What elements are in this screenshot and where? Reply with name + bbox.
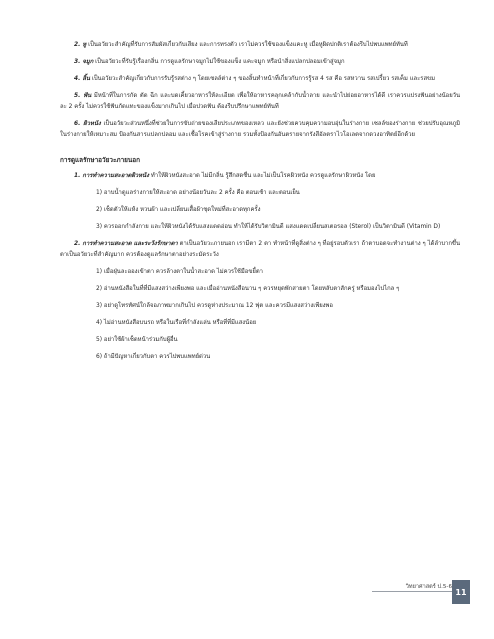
list-item: 1) อาบน้ำดูแลร่างกายให้สะอาด อย่างน้อยวันละ 2 ครั้ง คือ ตอนเช้า และตอนเย็น — [96, 190, 300, 196]
skin-care-list — [60, 188, 460, 233]
item-lead: 6. ผิวหนัง — [74, 121, 101, 127]
item-ears — [60, 40, 460, 51]
item-text: เป็นอวัยวะสำคัญที่รับการสัมผัสเกี่ยวกับเสียง และการทรงตัว เราไม่ควรใช้ของแข็งแคะหู เมื่อหูผิดปกติเราต้องรีบไปพบแพทย์ทันที — [86, 42, 408, 48]
item-text: เป็นอวัยวะสำคัญเกี่ยวกับการรับรู้รสต่าง ๆ โดยเซลล์ต่าง ๆ ของลิ้นทำหน้าที่เกี่ยวกับการรู้รส 4 รส คือ รสหวาน รสเปรี้ยว รสเค็ม และรสขม — [90, 76, 435, 82]
organ-items — [60, 40, 460, 141]
document-page — [60, 40, 460, 369]
item-lead: 4. ลิ้น — [74, 76, 91, 82]
page-footer — [0, 580, 494, 604]
eye-care-list — [60, 267, 460, 363]
item-text: เป็นอวัยวะที่รับรู้เรื่องกลิ่น การดูแลรักษาจมูกไม่ใช้ของแข็ง แคะจมูก หรือนำสิ่งแปลกปลอมเข้าสู่จมูก — [93, 59, 345, 65]
section-lead: 2. การทำความสะอาด และระวังรักษาตา — [74, 241, 178, 247]
section-text: ทำให้ผิวหนังสะอาด ไม่มีกลิ่น รู้สึกสดชื่น และไม่เป็นโรคผิวหนัง ควรดูแลรักษาผิวหนัง โดย — [149, 173, 376, 179]
list-item: 6) ถ้ามีปัญหาเกี่ยวกับตา ควรไปพบแพทย์ด่วน — [96, 354, 211, 360]
section-text: ตาเป็นอวัยวะภายนอก เรามีตา 2 ตา ทำหน้าที่ดูสิ่งต่าง ๆ ที่อยู่รอบตัวเรา ถ้าตาบอดจะทำงานต่าง ๆ ได้ลำบากขึ้น ตาเป็นอวัยวะที่สำคัญมาก ควรต้องดูแลรักษาตาอย่างระมัดระวัง — [60, 241, 460, 258]
item-teeth — [60, 91, 460, 113]
page-number: 11 — [452, 580, 470, 604]
item-text: มีหน้าที่ในการกัด ตัด ฉีก และบดเคี้ยวอาหารให้ละเอียด เพื่อให้อาหารคลุกเคล้ากับน้ำลาย และนำไปย่อยอาหารได้ดี เราควรแปรงฟันอย่างน้อยวันละ 2 ครั้ง ไม่ควรใช้ฟันกัดแทะของแข็งมากเกินไป เมื่อปวดฟัน ต้องรีบปรึกษาแพทย์ทันที — [60, 93, 460, 110]
item-lead: 3. จมูก — [74, 59, 94, 65]
item-lead: 2. หู — [74, 42, 87, 48]
item-tongue — [60, 74, 460, 85]
item-lead: 5. ฟัน — [74, 93, 92, 99]
item-skin — [60, 119, 460, 141]
list-item: 3) อย่าดูโทรทัศน์ใกล้จอภาพมากเกินไป ควรดูห่างประมาณ 12 ฟุต และควรมีแสงสว่างเพียงพอ — [96, 303, 333, 309]
section-lead: 1. การทำความสะอาดผิวหนัง — [74, 173, 150, 179]
eye-care-intro — [60, 239, 460, 261]
item-nose — [60, 57, 460, 68]
list-item: 5) อย่าใช้ผ้าเช็ดหน้าร่วมกับผู้อื่น — [96, 337, 178, 343]
list-item: 2) อ่านหนังสือในที่ที่มีแสงสว่างเพียงพอ และเมื่ออ่านหนังสือนาน ๆ ควรหยุดพักสายตา โดยหลับตาสักครู่ หรือมองไปไกล ๆ — [96, 286, 400, 292]
footer-book-title: วิทยาศาสตร์ ป.5-6 — [405, 584, 452, 590]
list-item: 3) ควรออกกำลังกาย และให้ผิวหนังได้รับแสงแดดอ่อน ทำให้ได้รับวิตามินดี แสงแดดเปลี่ยนสเตอรอล (Sterol) เป็นวิตามินดี (Vitamin D) — [96, 224, 441, 230]
skin-care-intro — [60, 171, 460, 182]
section-heading: การดูแลรักษาอวัยวะภายนอก — [60, 156, 140, 164]
list-item: 1) เมื่อฝุ่นละอองเข้าตา ควรล้างตาในน้ำสะอาด ไม่ควรใช้มือขยี้ตา — [96, 269, 263, 275]
list-item: 4) ไม่อ่านหนังสือบนรถ หรือในเรือที่กำลังแล่น หรือที่ที่มีแสงน้อย — [96, 320, 257, 326]
list-item: 2) เช็ดตัวให้แห้ง หวนผ้า และเปลี่ยนเสื้อผ้าชุดใหม่ที่สะอาดทุกครั้ง — [96, 207, 261, 213]
item-text: เป็นอวัยวะส่วนหนึ่งที่ช่วยในการขับถ่ายของเสียประเภทของเหลว และยังช่วยควบคุมความอบอุ่นในร่างกาย เซลล์ของร่างกาย ช่วยปรับอุณหภูมิในร่างกายให้เหมาะสม ป้องกันสารแปลกปลอม และเชื้อโรคเข้าสู่ร่างกาย รวมทั้งป้องกันอันตรายจากรังสีอัลตราไวโอเลตจากดวงอาทิตย์อีกด้วย — [60, 121, 460, 138]
